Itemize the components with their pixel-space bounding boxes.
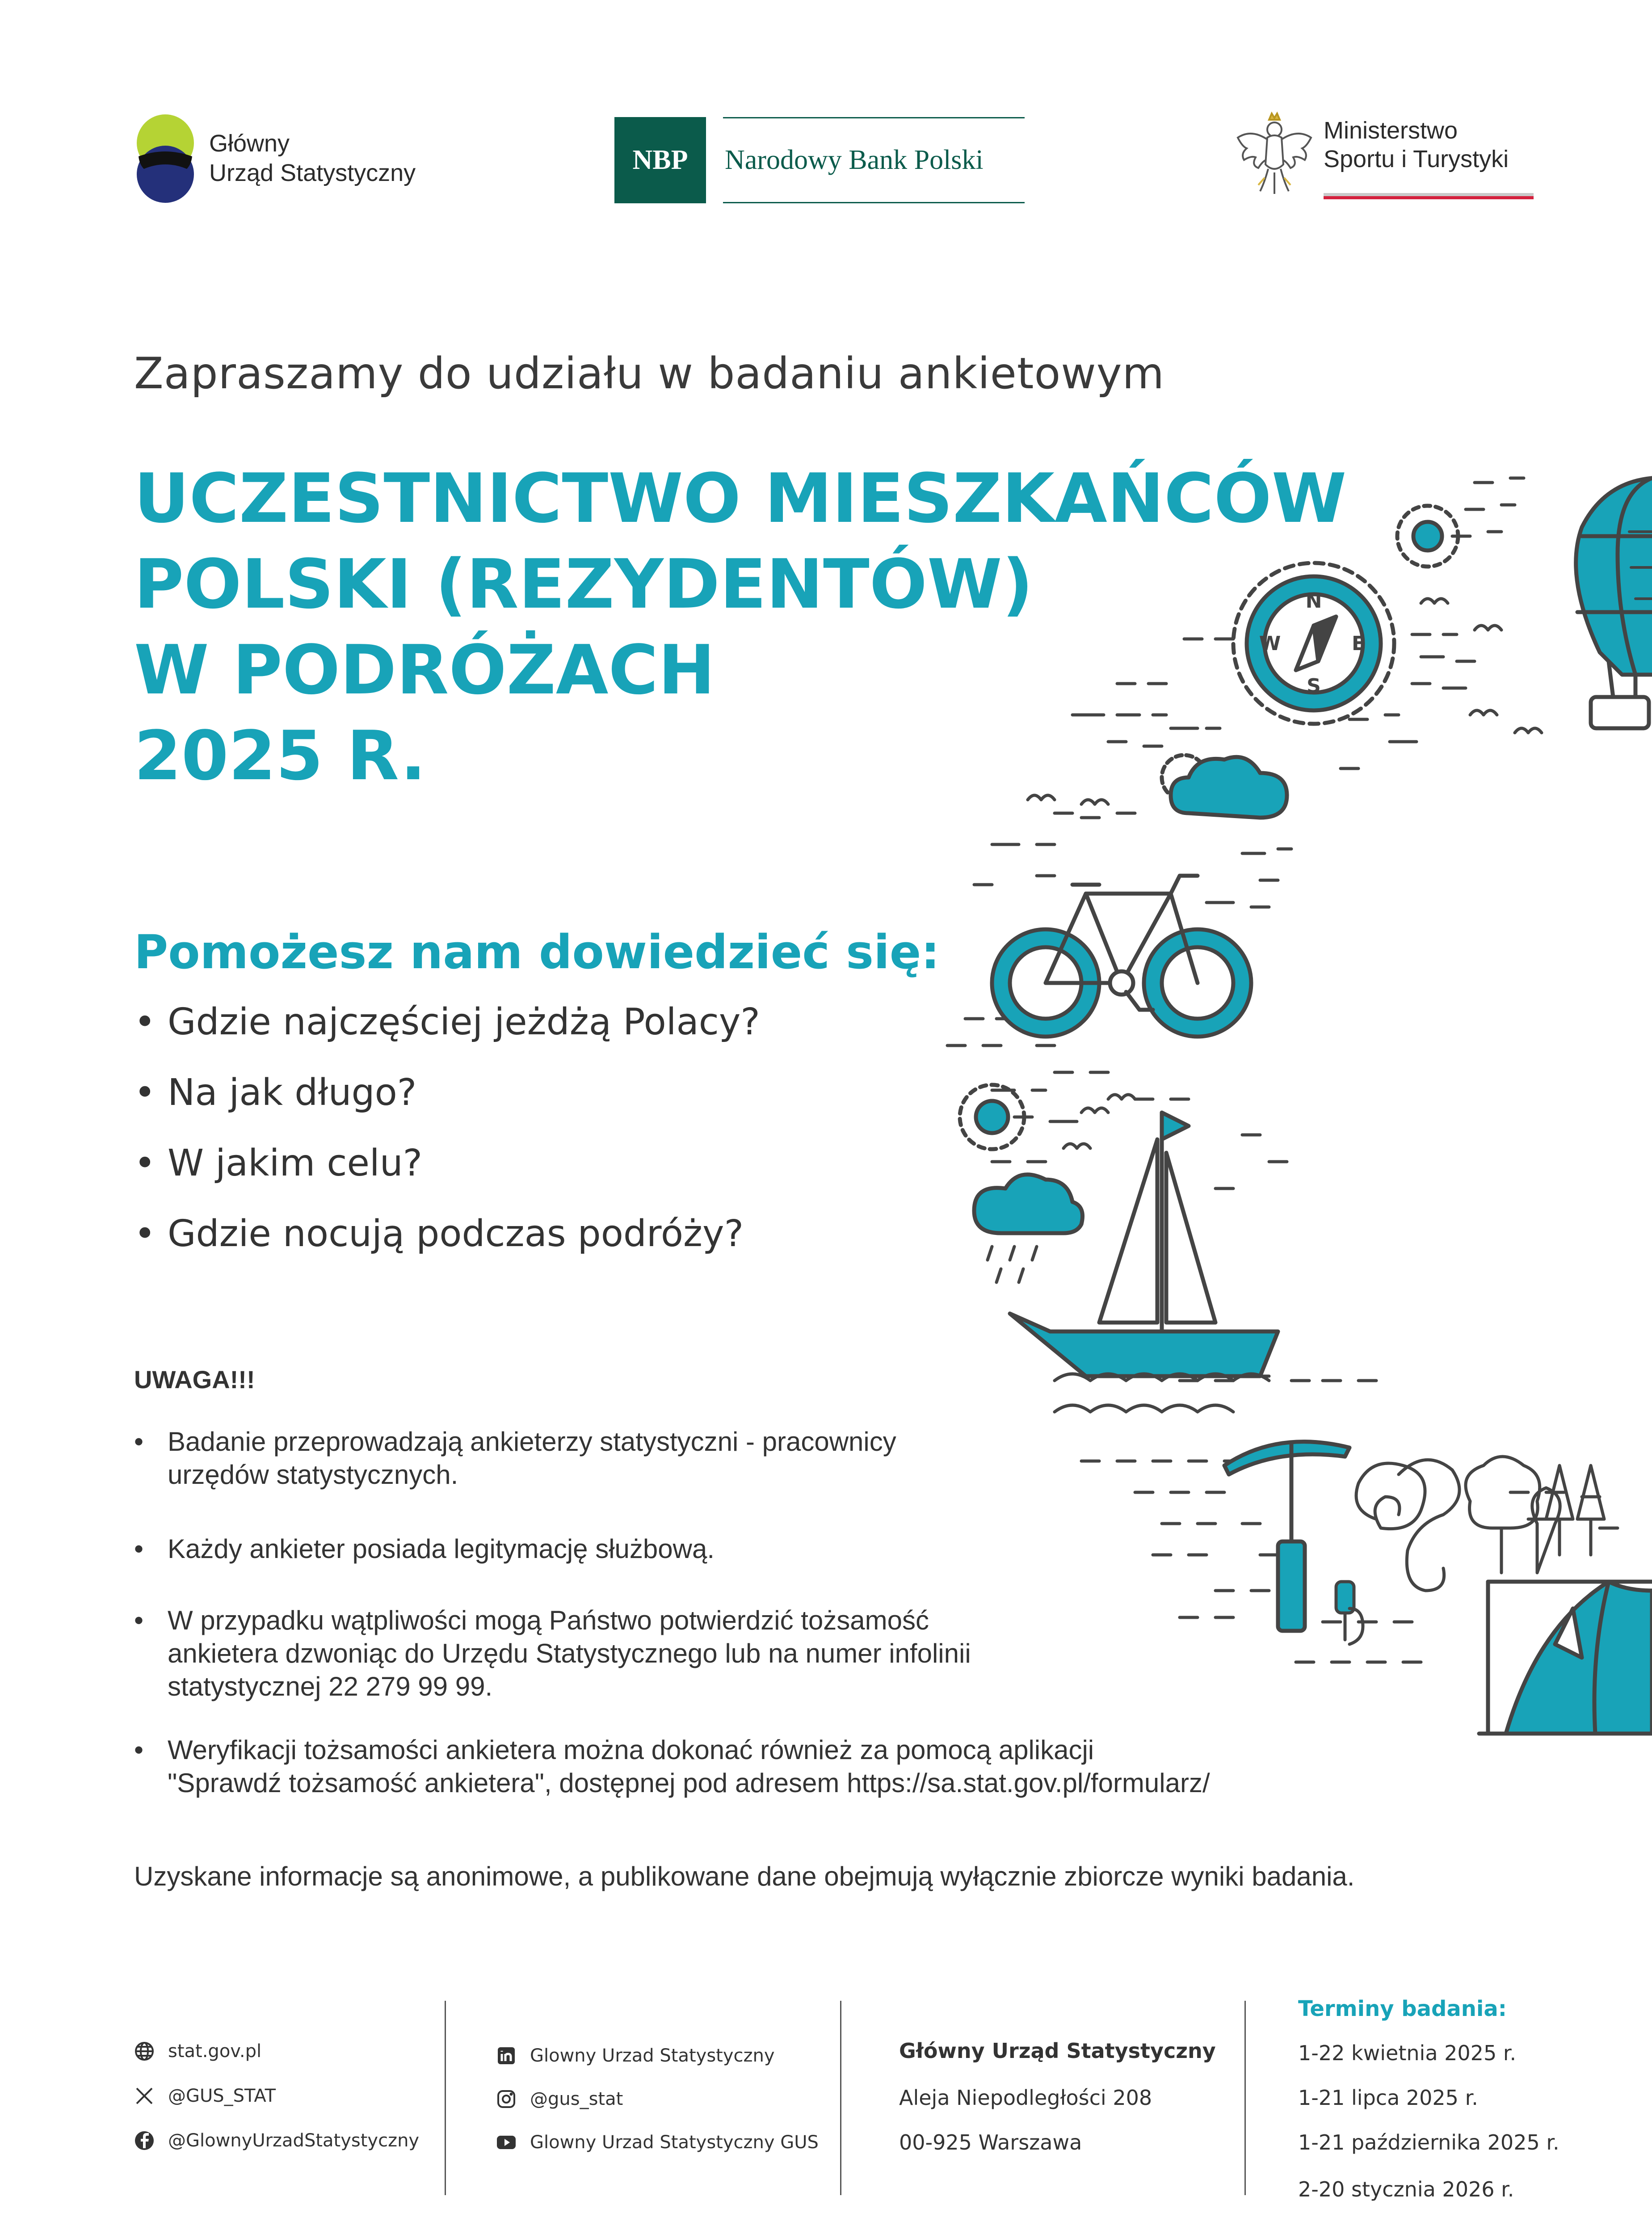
term-date: 2-20 stycznia 2026 r. <box>1298 2177 1514 2201</box>
bicycle-icon <box>992 876 1251 1037</box>
instagram-link[interactable]: @gus_stat <box>496 2089 623 2109</box>
gus-name: Główny Urząd Statystyczny <box>209 130 416 186</box>
question-list <box>134 1001 760 1283</box>
institution-name: Główny Urząd Statystyczny <box>899 2039 1216 2063</box>
eagle-icon <box>1233 111 1314 202</box>
x-link[interactable]: @GUS_STAT <box>134 2086 276 2106</box>
compass-letter: W <box>1259 632 1281 655</box>
msit-name: Ministerstwo Sportu i Turystyki <box>1324 117 1509 172</box>
rope-icon <box>1336 1460 1459 1644</box>
intro-text: Zapraszamy do udziału w badaniu ankietowym <box>134 349 1165 399</box>
cloud-icon <box>1162 755 1287 818</box>
footer-divider <box>1244 2001 1246 2195</box>
footer-divider <box>445 2001 446 2195</box>
travel-illustration <box>938 465 1652 1760</box>
msit-flag-bar <box>1324 193 1534 199</box>
help-title: Pomożesz nam dowiedzieć się: <box>134 925 940 979</box>
cloud-icon <box>974 1175 1083 1282</box>
street-address: Aleja Niepodległości 208 <box>899 2086 1152 2110</box>
compass-letter: N <box>1305 590 1322 613</box>
nbp-name: Narodowy Bank Polski <box>723 117 1025 203</box>
survey-title: UCZESTNICTWO MIESZKAŃCÓW POLSKI (REZYDENTÓW) W PODRÓŻACH 2025 R. <box>134 459 1347 795</box>
x-icon <box>134 2086 155 2106</box>
facebook-link[interactable]: @GlownyUrzadStatystyczny <box>134 2130 419 2151</box>
ice-axe-icon <box>1224 1442 1349 1631</box>
globe-icon <box>134 2041 155 2062</box>
city-address: 00-925 Warszawa <box>899 2130 1082 2154</box>
term-date: 1-22 kwietnia 2025 r. <box>1298 2041 1517 2065</box>
compass-icon <box>1233 563 1394 724</box>
compass-letter: E <box>1351 632 1366 655</box>
hot-air-balloon-icon <box>1576 478 1652 728</box>
anonymity-note: Uzyskane informacje są anonimowe, a publikowane dane obejmują wyłącznie zbiorcze wyniki badania. <box>134 1861 1355 1891</box>
trees-icon <box>1466 1457 1604 1573</box>
terms-title: Terminy badania: <box>1298 1996 1507 2021</box>
term-date: 1-21 lipca 2025 r. <box>1298 2086 1478 2110</box>
list-item: • Gdzie najczęściej jeżdżą Polacy? <box>134 1001 760 1043</box>
list-item: • W jakim celu? <box>134 1142 423 1184</box>
list-item: • W przypadku wątpliwości mogą Państwo potwierdzić tożsamość ankietera dzwoniąc do Urzędu Statystycznego lub na numer infolinii statystycznej 22 279 99 99. <box>134 1605 971 1701</box>
youtube-icon <box>496 2132 517 2153</box>
linkedin-link[interactable]: Glowny Urzad Statystyczny <box>496 2045 775 2066</box>
tent-icon <box>1479 1582 1652 1734</box>
list-item: • Weryfikacji tożsamości ankietera można dokonać również za pomocą aplikacji "Sprawdź tożsamość ankietera", dostępnej pod adresem https://sa.stat.gov.pl/formularz/ <box>134 1735 1210 1798</box>
list-item: • Każdy ankieter posiada legitymację służbową. <box>134 1534 715 1564</box>
nbp-logo: NBP <box>614 117 706 203</box>
list-item: • Gdzie nocują podczas podróży? <box>134 1213 744 1255</box>
instagram-icon <box>496 2089 517 2109</box>
footer-divider <box>840 2001 841 2195</box>
youtube-link[interactable]: Glowny Urzad Statystyczny GUS <box>496 2132 819 2153</box>
term-date: 1-21 października 2025 r. <box>1298 2130 1560 2154</box>
facebook-icon <box>134 2130 155 2151</box>
compass-letter: S <box>1307 675 1321 697</box>
gus-logo <box>134 112 197 207</box>
list-item: • Badanie przeprowadzają ankieterzy statystyczni - pracownicy urzędów statystycznych. <box>134 1427 896 1490</box>
linkedin-icon <box>496 2045 517 2066</box>
sailboat-icon <box>1010 1113 1278 1412</box>
list-item: • Na jak długo? <box>134 1071 417 1114</box>
sun-icon <box>1397 506 1458 567</box>
website-link[interactable]: stat.gov.pl <box>134 2041 261 2062</box>
warning-title: UWAGA!!! <box>134 1365 255 1394</box>
